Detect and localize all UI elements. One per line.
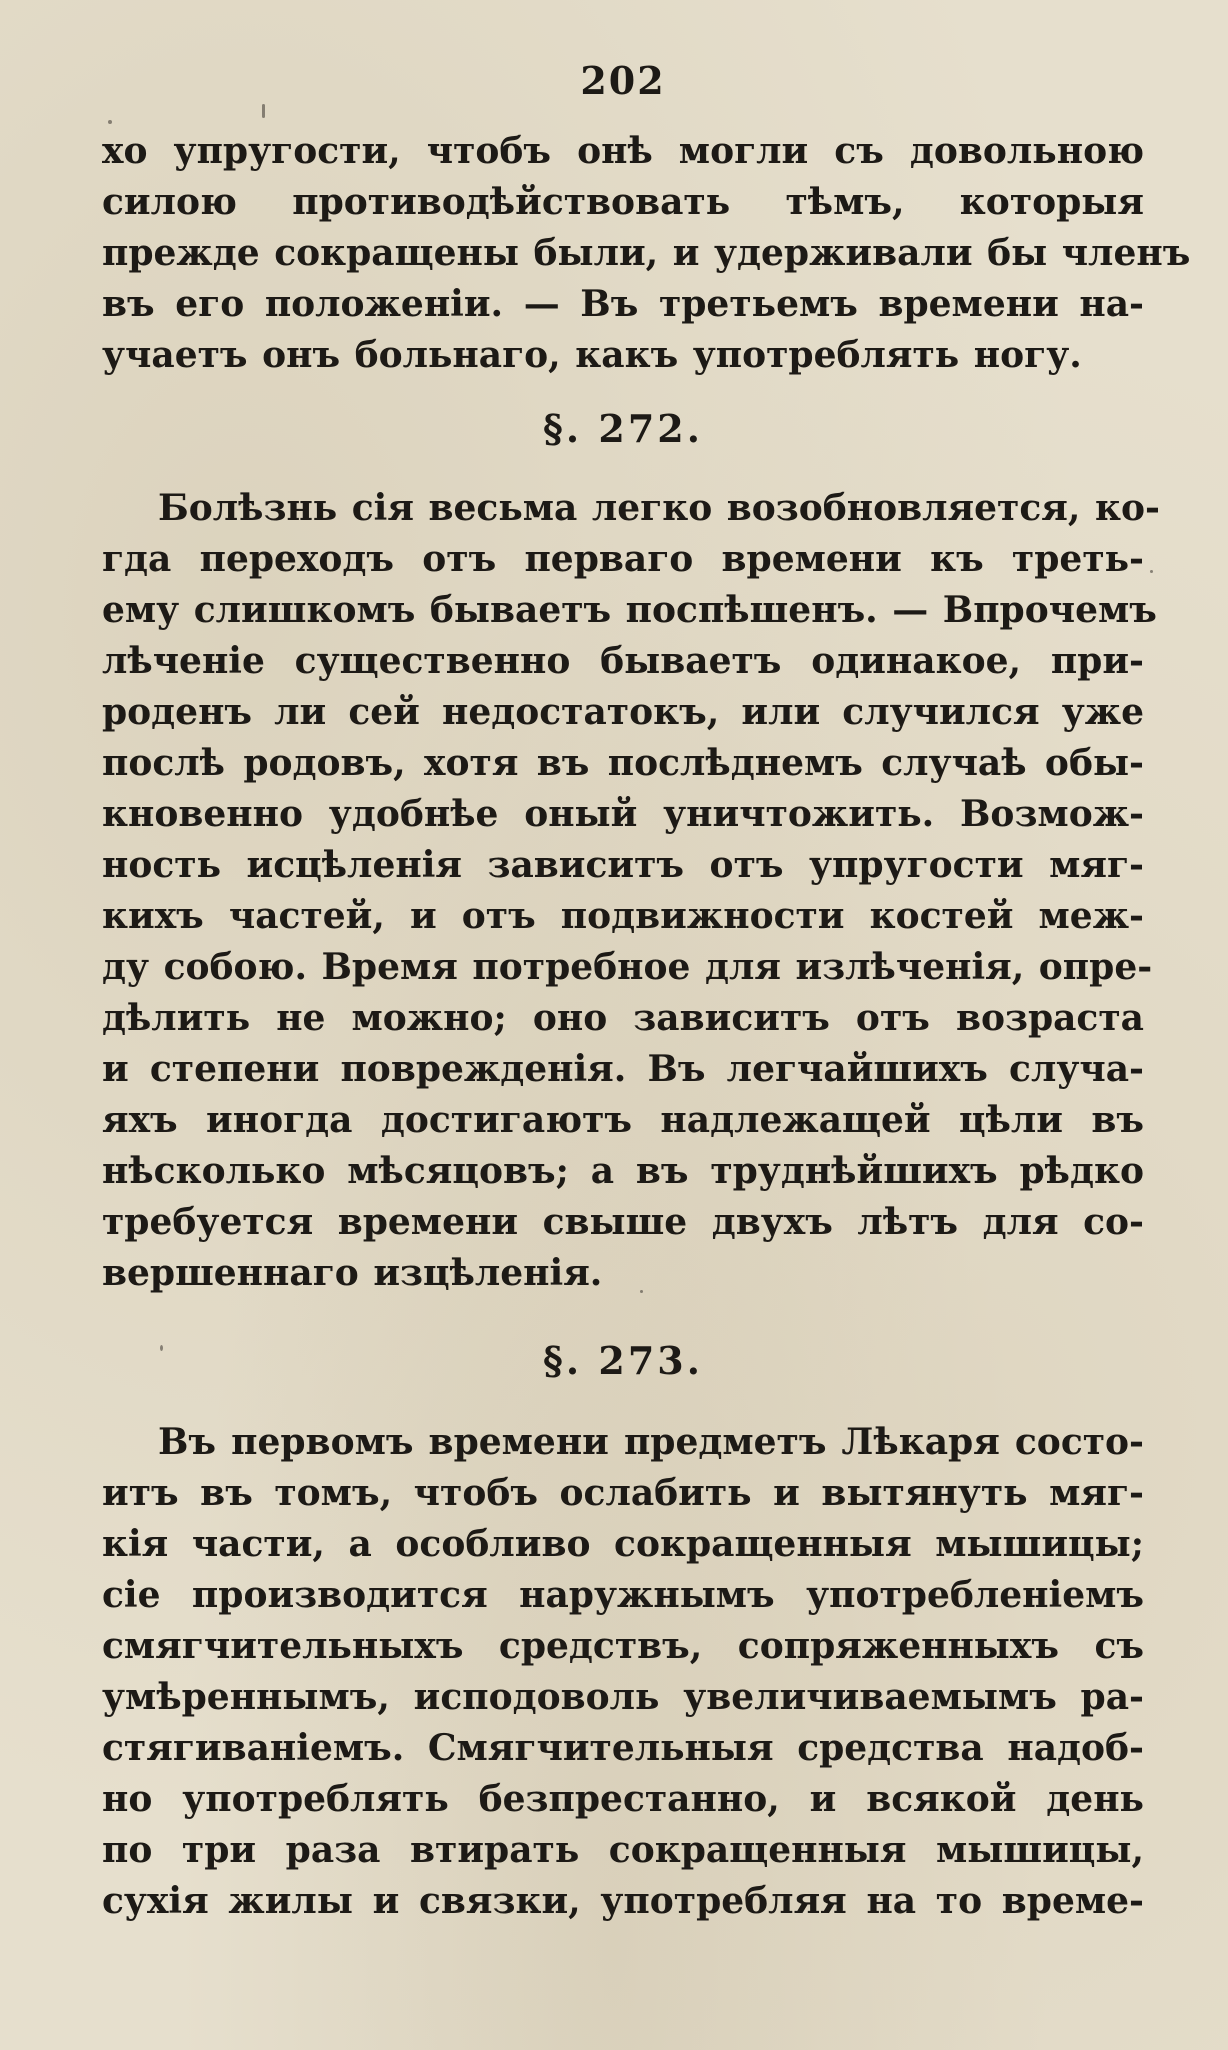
text-line: Болѣзнь сiя весьма легко возобновляется, ко- [158, 487, 1160, 529]
text-line: въ его положенiи. — Въ третьемъ времени на- [102, 283, 1144, 325]
section-heading-273: §. 273. [543, 1338, 703, 1383]
text-line: нѣсколько мѣсяцовъ; а въ труднѣйшихъ рѣдко [102, 1150, 1144, 1192]
section-heading-272: §. 272. [543, 406, 703, 451]
text-line: роденъ ли сей недостатокъ, или случился уже [102, 691, 1144, 733]
text-line: яхъ иногда достигаютъ надлежащей цѣли въ [102, 1099, 1144, 1141]
paper-speck [262, 104, 265, 118]
text-line: вершеннаго изцѣленiя. [102, 1252, 603, 1294]
text-line: смягчительныхъ средствъ, сопряженныхъ съ [102, 1625, 1144, 1667]
text-line: прежде сокращены были, и удерживали бы членъ [102, 232, 1191, 274]
text-line: сухiя жилы и связки, употребляя на то време- [102, 1880, 1144, 1922]
text-line: дѣлить не можно; оно зависитъ отъ возраста [102, 997, 1144, 1039]
text-line: кихъ частей, и отъ подвижности костей меж- [102, 895, 1144, 937]
text-line: но употреблять безпрестанно, и всякой день [102, 1778, 1144, 1820]
book-page [102, 50, 1191, 1927]
page-number: 202 [580, 58, 666, 103]
text-line: итъ въ томъ, чтобъ ослабить и вытянуть мяг- [102, 1472, 1144, 1514]
text-line: лѣченiе существенно бываетъ одинакое, при- [102, 640, 1144, 682]
paper-speck [640, 1290, 643, 1293]
text-line: кiя части, а особливо сокращенныя мышицы; [102, 1523, 1144, 1565]
text-line: ему слишкомъ бываетъ поспѣшенъ. — Впрочемъ [102, 589, 1157, 631]
text-line: умѣреннымъ, исподоволь увеличиваемымъ ра- [102, 1676, 1144, 1718]
text-line: и степени поврежденiя. Въ легчайшихъ случа- [102, 1048, 1144, 1090]
text-line: сiе производится наружнымъ употребленiемъ [102, 1574, 1144, 1616]
text-line: кновенно удобнѣе оный уничтожить. Возмож- [102, 793, 1144, 835]
text-line: послѣ родовъ, хотя въ послѣднемъ случаѣ обы- [102, 742, 1144, 784]
paragraph-section-273 [102, 1417, 1144, 1927]
text-line: хо упругости, чтобъ онѣ могли съ довольною [102, 130, 1144, 172]
text-line: стягиванiемъ. Смягчительныя средства надоб- [102, 1727, 1144, 1769]
text-line: требуется времени свыше двухъ лѣтъ для со- [102, 1201, 1144, 1243]
paper-speck [108, 120, 112, 124]
text-line: учаетъ онъ больнаго, какъ употреблять ногу. [102, 334, 1082, 376]
text-line: силою противодѣйствовать тѣмъ, которыя [102, 181, 1144, 223]
paper-speck [160, 1345, 163, 1351]
text-line: по три раза втирать сокращенныя мышицы, [102, 1829, 1144, 1871]
text-line: ду собою. Время потребное для излѣченiя, опре- [102, 946, 1153, 988]
text-line: Въ первомъ времени предметъ Лѣкаря состо- [158, 1421, 1144, 1463]
paper-speck [1150, 570, 1153, 573]
text-line: ность исцѣленiя зависитъ отъ упругости мяг- [102, 844, 1144, 886]
text-line: гда переходъ отъ перваго времени къ треть- [102, 538, 1144, 580]
paragraph-continuation [102, 126, 1191, 381]
paragraph-section-272 [102, 483, 1160, 1299]
